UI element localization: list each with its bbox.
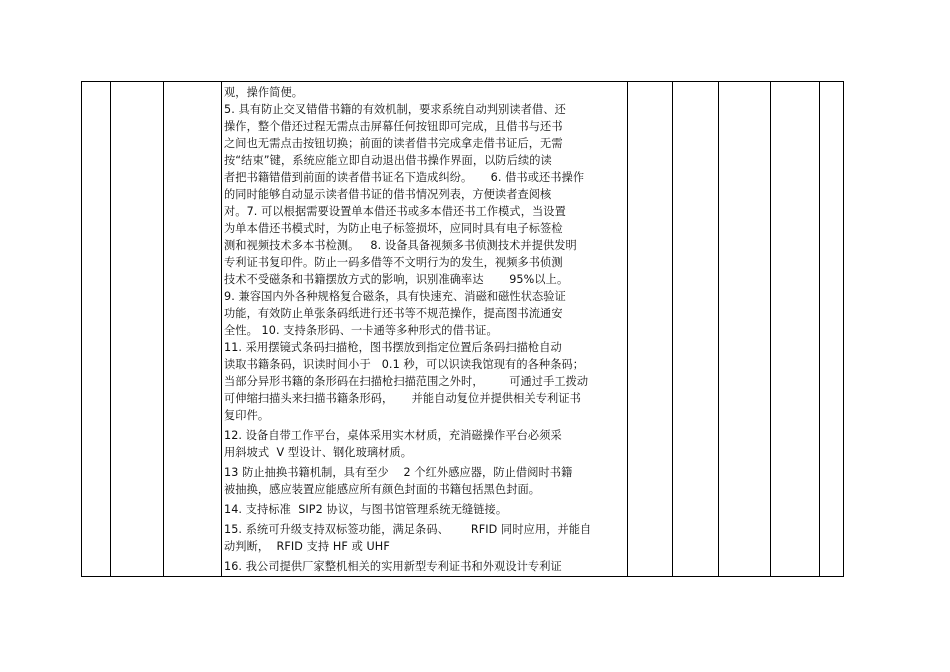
text-line: 按“结束”键，系统应能立即自动退出借书操作界面，以防后续的读 <box>224 154 552 167</box>
text-line: 者把书籍错借到前面的读者借书证名下造成纠纷。 6. 借书或还书操作 <box>224 171 585 184</box>
text-line: 对。7. 可以根据需要设置单本借还书或多本借还书工作模式，当设置 <box>224 205 566 218</box>
text-line: 观，操作简便。 <box>224 86 304 99</box>
text-line: 技术不受磁条和书籍摆放方式的影响，识别准确率达 95%以上。 <box>224 273 569 286</box>
column-divider <box>221 81 222 577</box>
text-line: 14. 支持标准 SIP2 协议，与图书馆管理系统无缝链接。 <box>224 503 508 516</box>
text-line: 5. 具有防止交叉错借书籍的有效机制，要求系统自动判别读者借、还 <box>224 103 566 116</box>
column-divider <box>770 81 771 577</box>
text-line: 12. 设备自带工作平台，桌体采用实木材质，充消磁操作平台必须采 <box>224 429 562 442</box>
text-line: 为单本借还书模式时，为防止电子标签损坏，应同时具有电子标签检 <box>224 222 563 235</box>
text-line: 读取书籍条码，识读时间小于 0.1 秒，可以识读我馆现有的各种条码； <box>224 358 585 371</box>
column-divider <box>819 81 820 577</box>
text-line: 15. 系统可升级支持双标签功能，满足条码、 RFID 同时应用，并能自 <box>224 523 592 536</box>
column-divider <box>163 81 164 577</box>
text-line: 9. 兼容国内外各种规格复合磁条，具有快速充、消磁和磁性状态验证 <box>224 290 566 303</box>
column-divider <box>110 81 111 577</box>
text-line: 全性。 10. 支持条形码、一卡通等多种形式的借书证。 <box>224 324 498 337</box>
text-line: 之间也无需点击按钮切换；前面的读者借书完成拿走借书证后，无需 <box>224 137 563 150</box>
text-line: 当部分异形书籍的条形码在扫描枪扫描范围之外时， 可通过手工拨动 <box>224 375 589 388</box>
text-line: 11. 采用摆镜式条码扫描枪，图书摆放到指定位置后条码扫描枪自动 <box>224 341 562 354</box>
text-line: 的同时能够自动显示读者借书证的借书情况列表，方便读者查阅核 <box>224 188 552 201</box>
column-divider <box>672 81 673 577</box>
text-line: 用斜坡式 V 型设计、钢化玻璃材质。 <box>224 446 413 459</box>
text-line: 13 防止抽换书籍机制，具有至少 2 个红外感应器，防止借阅时书籍 <box>224 466 573 479</box>
text-line: 专利证书复印件。防止一码多借等不文明行为的发生，视频多书侦测 <box>224 256 563 269</box>
text-line: 复印件。 <box>224 409 270 422</box>
column-divider <box>627 81 628 577</box>
text-line: 功能，有效防止单张条码纸进行还书等不规范操作，提高图书流通安 <box>224 307 563 320</box>
text-line: 16. 我公司提供厂家整机相关的实用新型专利证书和外观设计专利证 <box>224 560 562 573</box>
text-line: 操作，整个借还过程无需点击屏幕任何按钮即可完成，且借书与还书 <box>224 120 563 133</box>
column-divider <box>718 81 719 577</box>
text-line: 可伸缩扫描头来扫描书籍条形码， 并能自动复位并提供相关专利证书 <box>224 392 581 405</box>
text-line: 被抽换，感应装置应能感应所有颜色封面的书籍包括黑色封面。 <box>224 483 541 496</box>
text-line: 测和视频技术多本书检测。 8. 设备具备视频多书侦测技术并提供发明 <box>224 239 577 252</box>
text-line: 动判断， RFID 支持 HF 或 UHF <box>224 540 390 553</box>
